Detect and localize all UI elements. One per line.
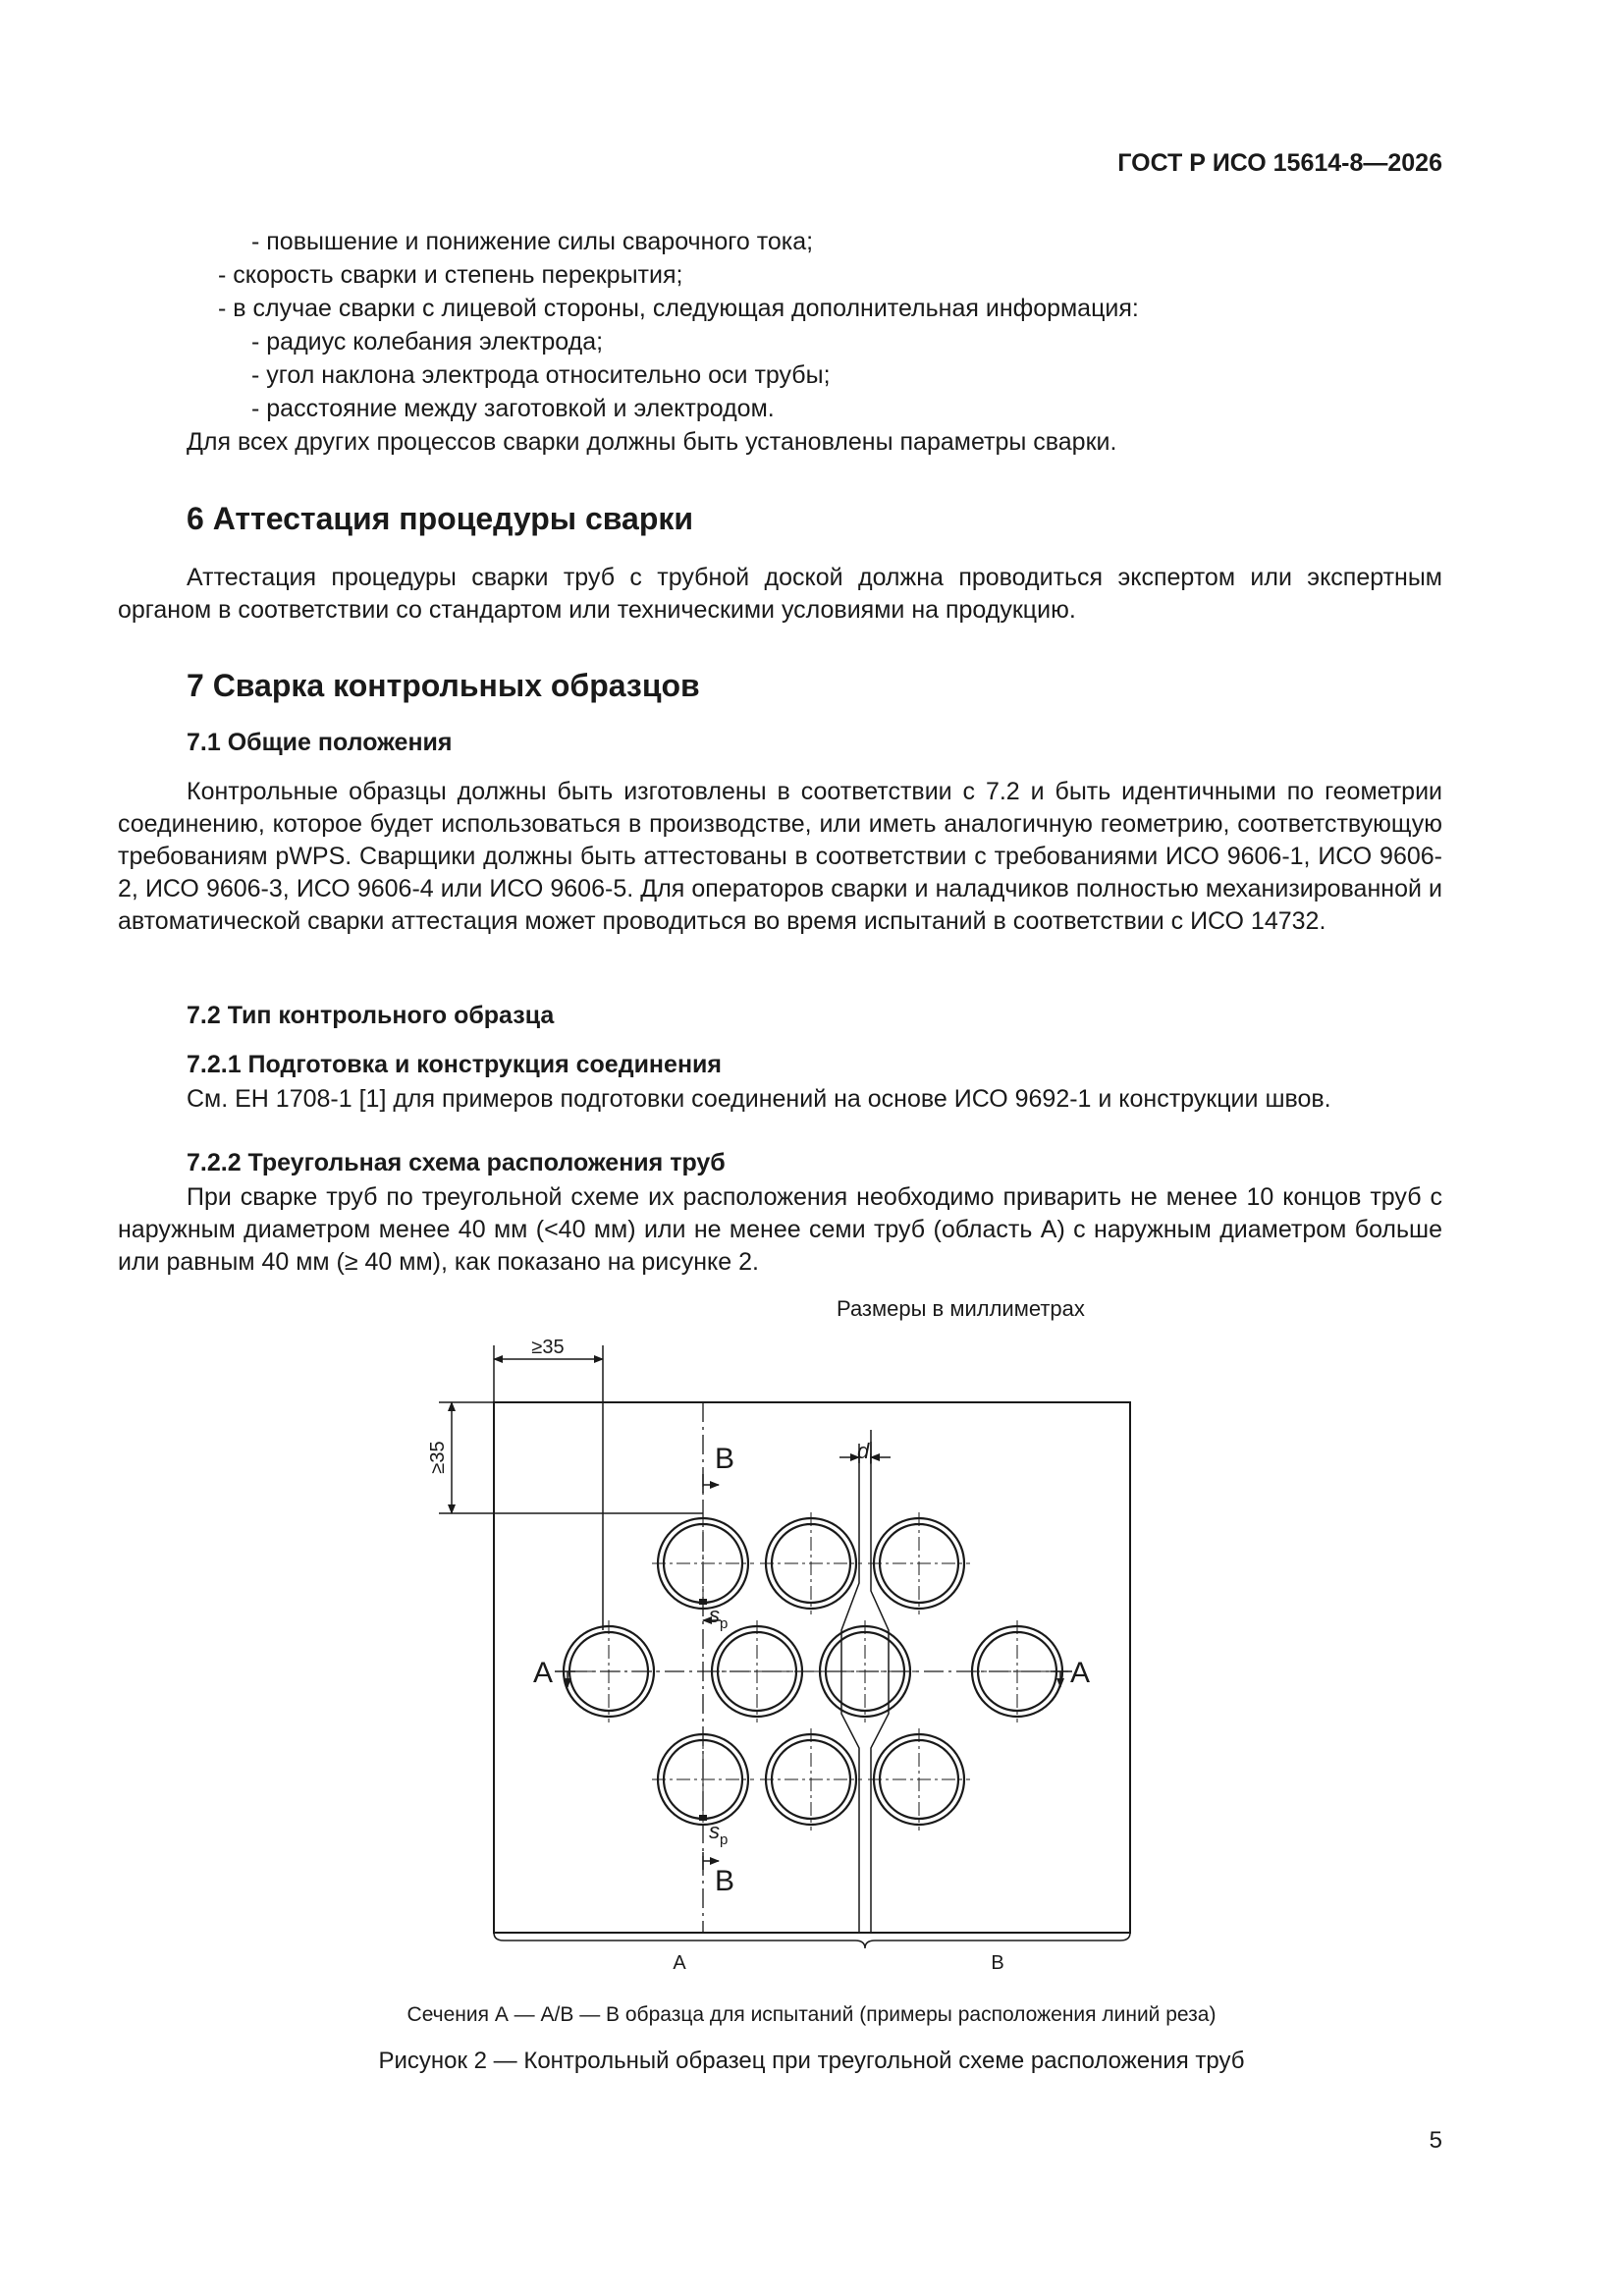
region-boundary-cut [871,1442,889,1933]
region-boundary-cut-left [841,1453,859,1933]
tube [760,1728,862,1831]
section-a-label-right: A [1070,1657,1091,1689]
document-header: ГОСТ Р ИСО 15614-8—2026 [1117,149,1442,177]
wall-thickness-marker-bottom [699,1815,707,1821]
tube [706,1620,808,1722]
wall-thickness-label-bottom: $s_p$ [709,1819,729,1848]
region-b-label: B [991,1952,1004,1974]
tube [760,1512,862,1614]
test-plate-outline [494,1402,1130,1933]
section-6-paragraph: Аттестация процедуры сварки труб с трубной доской должна проводиться экспертом или экспертным органом в соответствии со стандартом или техническими условиями на продукцию. [118,564,1442,624]
tube [868,1728,970,1831]
section-b-top-marker [703,1474,719,1493]
section-7-heading: 7 Сварка контрольных образцов [187,668,700,703]
list-item: - скорость сварки и степень перекрытия; [218,261,683,289]
list-closing-text: Для всех других процессов сварки должны быть установлены параметры сварки. [187,428,1117,456]
list-item: - повышение и понижение силы сварочного тока; [251,228,814,255]
units-note: Размеры в миллиметрах [837,1296,1085,1321]
page-number: 5 [1429,2127,1442,2154]
section-7-2-heading: 7.2 Тип контрольного образца [187,1002,555,1029]
dimension-horizontal [494,1345,603,1630]
dimension-vertical [439,1402,703,1513]
section-7-2-2-heading: 7.2.2 Треугольная схема расположения труб [187,1149,726,1176]
dim-horizontal-label: ≥35 [531,1337,565,1358]
region-a-label: A [673,1952,686,1974]
ligament-label: $d_l$ [857,1439,873,1468]
region-brace [494,1933,1130,1948]
tube [868,1512,970,1614]
section-6-heading: 6 Аттестация процедуры сварки [187,501,694,536]
section-b-label-bottom: B [715,1865,735,1897]
section-7-2-1-paragraph: См. ЕН 1708-1 [1] для примеров подготовки соединений на основе ИСО 9692-1 и конструкции швов. [187,1085,1331,1113]
list-item: - расстояние между заготовкой и электродом. [251,395,775,422]
figure-subcaption: Сечения А — А/В — В образца для испытаний (примеры расположения линий реза) [406,2003,1217,2026]
section-7-2-1-heading: 7.2.1 Подготовка и конструкция соединения [187,1051,722,1078]
figure-caption: Рисунок 2 — Контрольный образец при треугольной схеме расположения труб [378,2048,1245,2074]
list-item: - угол наклона электрода относительно оси трубы; [251,361,831,389]
list-item: - радиус колебания электрода; [251,328,604,355]
wall-thickness-label-top: $s_p$ [709,1603,729,1632]
section-7-1-paragraph: Контрольные образцы должны быть изготовлены в соответствии с 7.2 и быть идентичными по геометрии соединению, которое будет использоваться в производстве, или иметь аналогичную геометрию, соответствующую требованиям pWPS. Сварщики должны быть аттестованы в соответствии с требованиями ИСО 9606-1, ИСО 9606-2, ИСО 9606-3, ИСО 9606-4 или ИСО 9606-5. Для операторов сварки и наладчиков полностью механизированной и автоматической сварки аттестация может проводиться во время испытаний в соответствии с ИСО 14732. [118,778,1442,935]
section-7-1-heading: 7.1 Общие положения [187,729,453,756]
list-item: - в случае сварки с лицевой стороны, следующая дополнительная информация: [218,295,1139,322]
section-b-label-top: B [715,1443,735,1475]
dim-vertical-label: ≥35 [427,1441,449,1474]
section-7-2-2-paragraph: При сварке труб по треугольной схеме их расположения необходимо приварить не менее 10 концов труб с наружным диаметром менее 40 мм (<40 мм) или не менее семи труб (область А) с наружным диаметром больше или равным 40 мм (≥ 40 мм), как показано на рисунке 2. [118,1183,1442,1276]
section-a-label-left: A [533,1657,554,1689]
